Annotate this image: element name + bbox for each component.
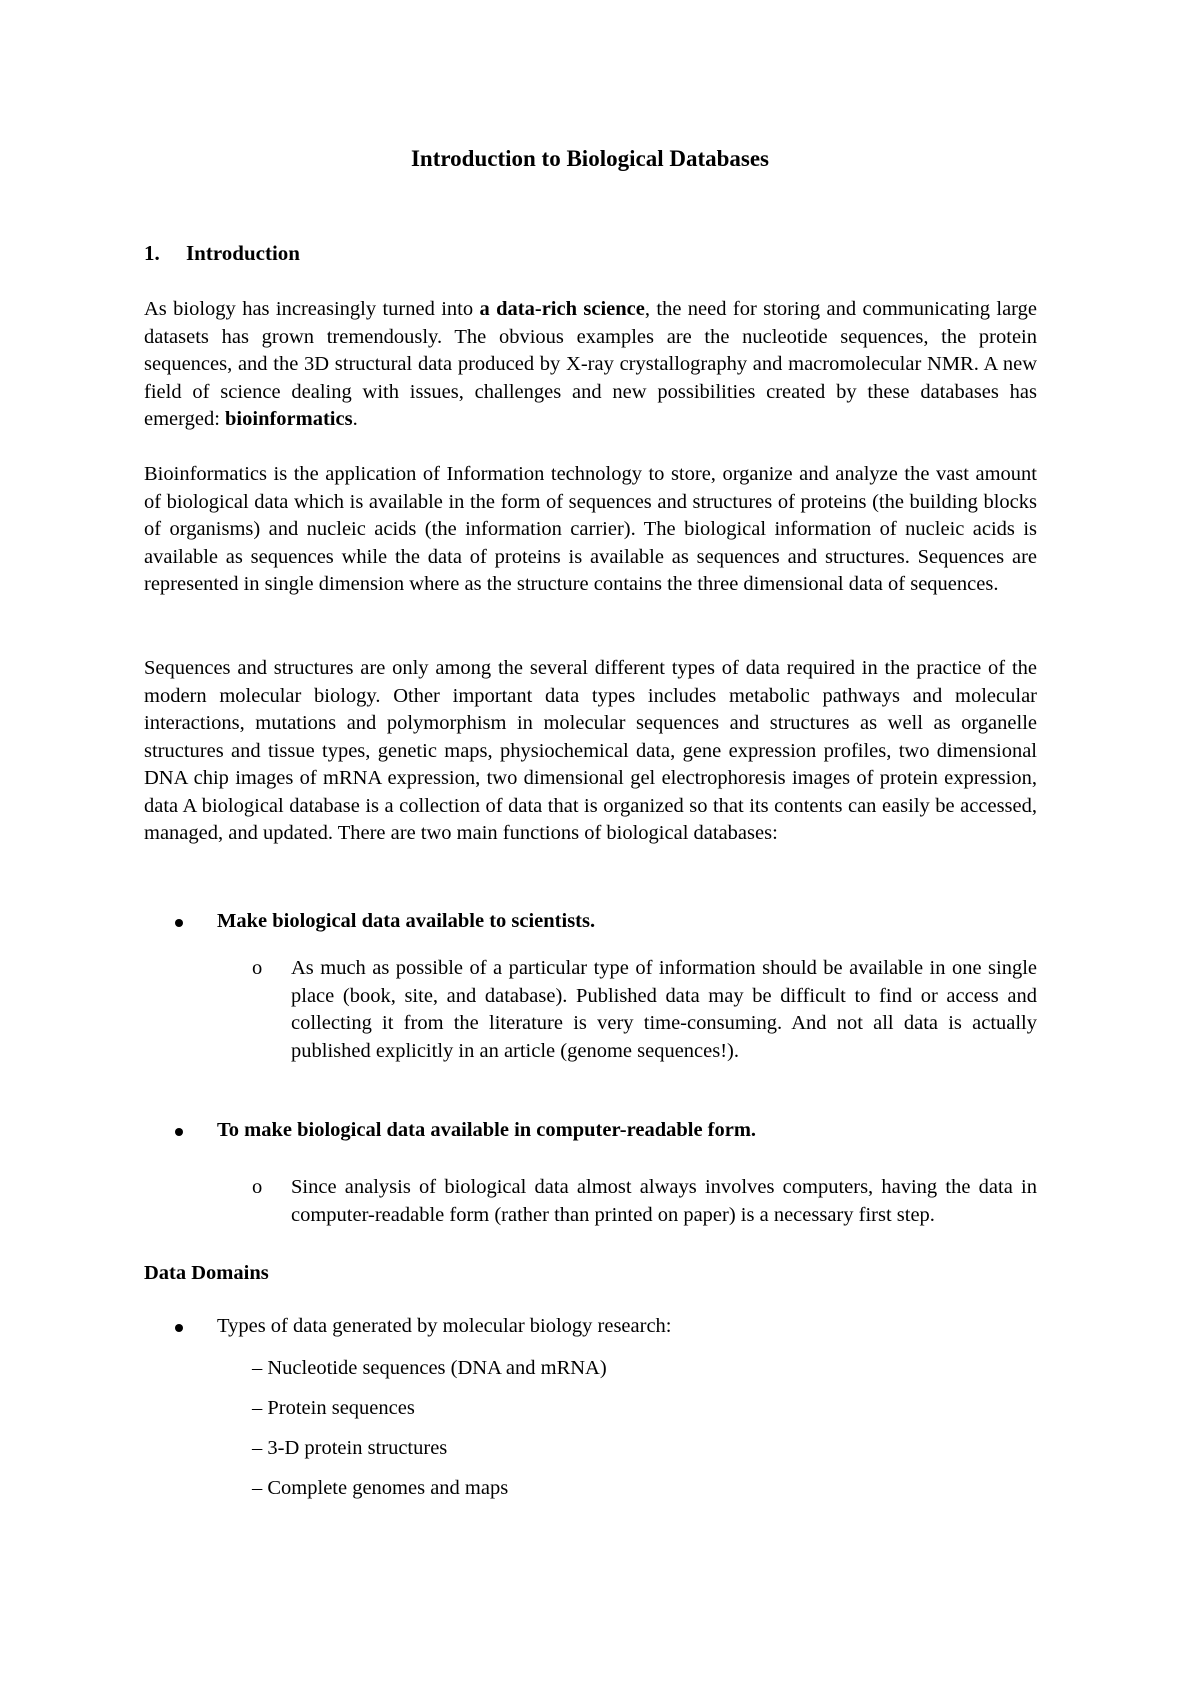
sub-bullet-marker: o	[252, 957, 263, 979]
para1-text-c: .	[352, 408, 358, 430]
para1-text-a: As biology has increasingly turned into	[144, 298, 480, 320]
section-heading	[144, 239, 300, 267]
section-title: Introduction	[186, 241, 300, 265]
bullet-dot	[175, 1324, 183, 1332]
data-domain-item: – Protein sequences	[252, 1397, 415, 1419]
data-domain-item: – Complete genomes and maps	[252, 1477, 509, 1499]
document-title: Introduction to Biological Databases	[410, 146, 770, 171]
paragraph-data-types: Sequences and structures are only among the several different types of data required in the practice of the modern molecular biology. Other important data types includes metabolic pathways and molecular interactions, mutations and polymorphism in molecular sequences and structures as well as organelle structures and tissue types, genetic maps, physiochemical data, gene expression profiles, two dimensional DNA chip images of mRNA expression, two dimensional gel electrophoresis images of protein expression, data A biological database is a collection of data that is organized so that its contents can easily be accessed, managed, and updated. There are two main functions of biological databases:	[144, 657, 1037, 844]
para1-bold-bioinformatics: bioinformatics	[225, 408, 353, 430]
paragraph-bioinformatics: Bioinformatics is the application of Information technology to store, organize and analyze the vast amount of biological data which is available in the form of sequences and structures of proteins (the building blocks of organisms) and nucleic acids (the information carrier). The biological information of nucleic acids is available as sequences while the data of proteins is available as sequences and structures. Sequences are represented in single dimension where as the structure contains the three dimensional data of sequences.	[144, 463, 1037, 595]
data-domain-item: – Nucleotide sequences (DNA and mRNA)	[252, 1357, 607, 1379]
sub-bullet-marker: o	[252, 1176, 263, 1198]
data-domains-heading: Data Domains	[144, 1262, 269, 1284]
function-sub-text: As much as possible of a particular type of information should be available in one single place (book, site, and database). Published data may be difficult to find or access and collecting it from the literature is very time-consuming. And not all data is actually published explicitly in an article (genome sequences!).	[291, 957, 1037, 1062]
paragraph-intro	[144, 296, 1037, 434]
bullet-dot	[175, 1128, 183, 1136]
bullet-dot	[175, 919, 183, 927]
data-domains-bullet-text: Types of data generated by molecular biology research:	[217, 1315, 672, 1337]
function-label: Make biological data available to scientists.	[217, 910, 596, 932]
data-domain-item: – 3-D protein structures	[252, 1437, 448, 1459]
section-number: 1.	[144, 241, 160, 265]
para1-bold-data-rich: a data-rich science	[479, 298, 645, 320]
function-sub-text: Since analysis of biological data almost always involves computers, having the data in computer-readable form (rather than printed on paper) is a necessary first step.	[291, 1176, 1037, 1226]
para1-text-b: , the need for storing and communicating large datasets has grown tremendously. The obvious examples are the nucleotide sequences, the protein sequences, and the 3D structural data produced by X-ray crystallography and macromolecular NMR. A new field of science dealing with issues, challenges and new possibilities created by these databases has emerged:	[144, 298, 1037, 430]
function-label: To make biological data available in computer-readable form.	[217, 1119, 757, 1141]
